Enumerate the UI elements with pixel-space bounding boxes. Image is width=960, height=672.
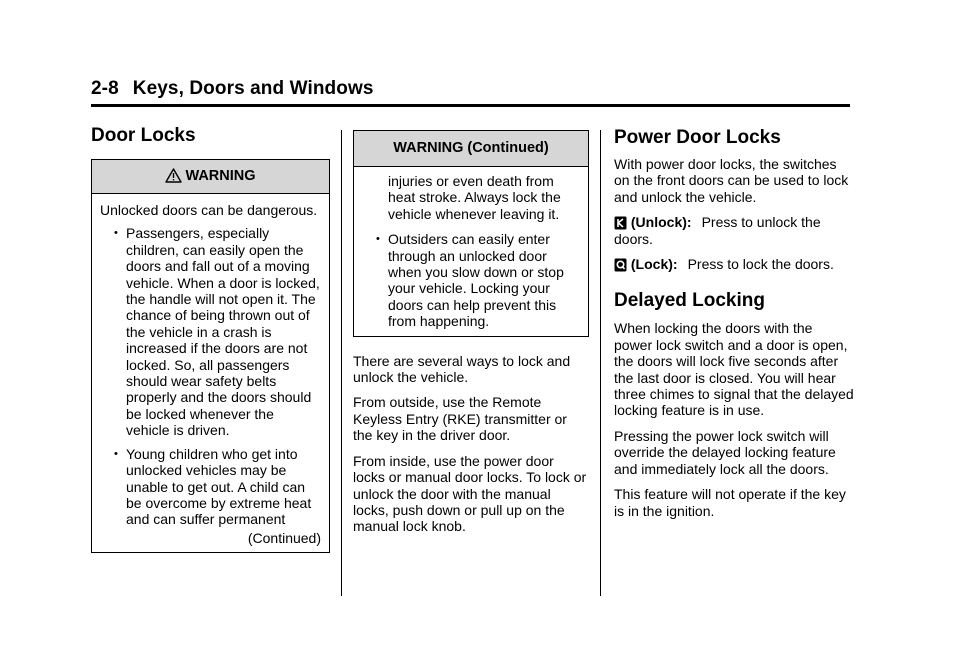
lock-description — [614, 256, 854, 272]
header-title — [91, 78, 850, 100]
door-locks-heading: Door Locks — [91, 125, 196, 146]
unlock-label: (Unlock): — [630, 214, 692, 231]
list-item: • Passengers, especially children, can easily open the doors and fall out of a moving vehicle. When a door is locked, the handle will not open it. The chance of being thrown out of the vehicle in a crash is increased if the doors are not locked. So, all passengers should wear safety belts properly and the doors should be locked whenever the vehicle is driven. — [100, 225, 321, 438]
warning-continued-bullets — [362, 231, 580, 329]
paragraph: There are several ways to lock and unlock the vehicle. — [353, 352, 571, 386]
warning-header — [92, 160, 329, 194]
page-header — [91, 78, 850, 100]
unlock-description — [614, 214, 854, 247]
warning-title: WARNING — [185, 168, 256, 184]
column-3 — [614, 126, 854, 528]
warning-continued-body — [354, 167, 588, 336]
warning-continued-text: injuries or even death from heat stroke. Always lock the vehicle whenever leaving it. — [388, 173, 561, 222]
unlock-text: Press to unlock the doors. — [614, 214, 821, 247]
column-divider — [341, 130, 342, 596]
column-1 — [91, 124, 330, 553]
warning-intro: Unlocked doors can be dangerous. — [100, 202, 318, 218]
column-divider — [600, 130, 601, 596]
unlock-switch-icon — [614, 216, 627, 230]
lock-label: (Lock): — [630, 256, 678, 273]
lock-text: Press to lock the doors. — [687, 256, 834, 273]
paragraph: When locking the doors with the power lock switch and a door is open, the doors will lock five seconds after the last door is closed. You will hear three chimes to signal that the delayed locking feature is in use. — [614, 320, 854, 419]
paragraph: From inside, use the power door locks or manual door locks. To lock or unlock the door with the manual locks, push down or pull up on the manual lock knob. — [353, 452, 587, 535]
power-door-locks-heading: Power Door Locks — [614, 127, 781, 148]
warning-continued-header: WARNING (Continued) — [354, 131, 588, 167]
paragraph: This feature will not operate if the key is in the ignition. — [614, 486, 846, 519]
warning-triangle-icon — [165, 168, 182, 183]
warning-body — [92, 194, 329, 552]
paragraph: With power door locks, the switches on the front doors can be used to lock and unlock the vehicle. — [614, 156, 849, 205]
warning-box — [91, 159, 330, 553]
paragraph: Pressing the power lock switch will override the delayed locking feature and immediately lock all the doors. — [614, 427, 836, 477]
section-title: Keys, Doors and Windows — [132, 78, 374, 99]
list-item: • Young children who get into unlocked vehicles may be unable to get out. A child can be overcome by extreme heat and can suffer permanent — [100, 446, 321, 528]
page-number: 2-8 — [91, 78, 119, 99]
warning-bullets — [100, 225, 321, 527]
delayed-locking-heading: Delayed Locking — [614, 290, 765, 312]
warning-continued-box — [353, 130, 589, 337]
column-2 — [353, 130, 589, 544]
header-rule — [91, 104, 850, 107]
delayed-locking-text — [614, 320, 854, 518]
paragraph: From outside, use the Remote Keyless Entry (RKE) transmitter or the key in the driver door. — [353, 394, 567, 444]
body-text — [353, 353, 589, 535]
continued-label: (Continued) — [247, 529, 321, 546]
lock-switch-icon — [614, 258, 627, 272]
list-item: • Outsiders can easily enter through an unlocked door when you slow down or stop your vehicle. Locking your doors can help prevent this from happening. — [362, 231, 580, 329]
